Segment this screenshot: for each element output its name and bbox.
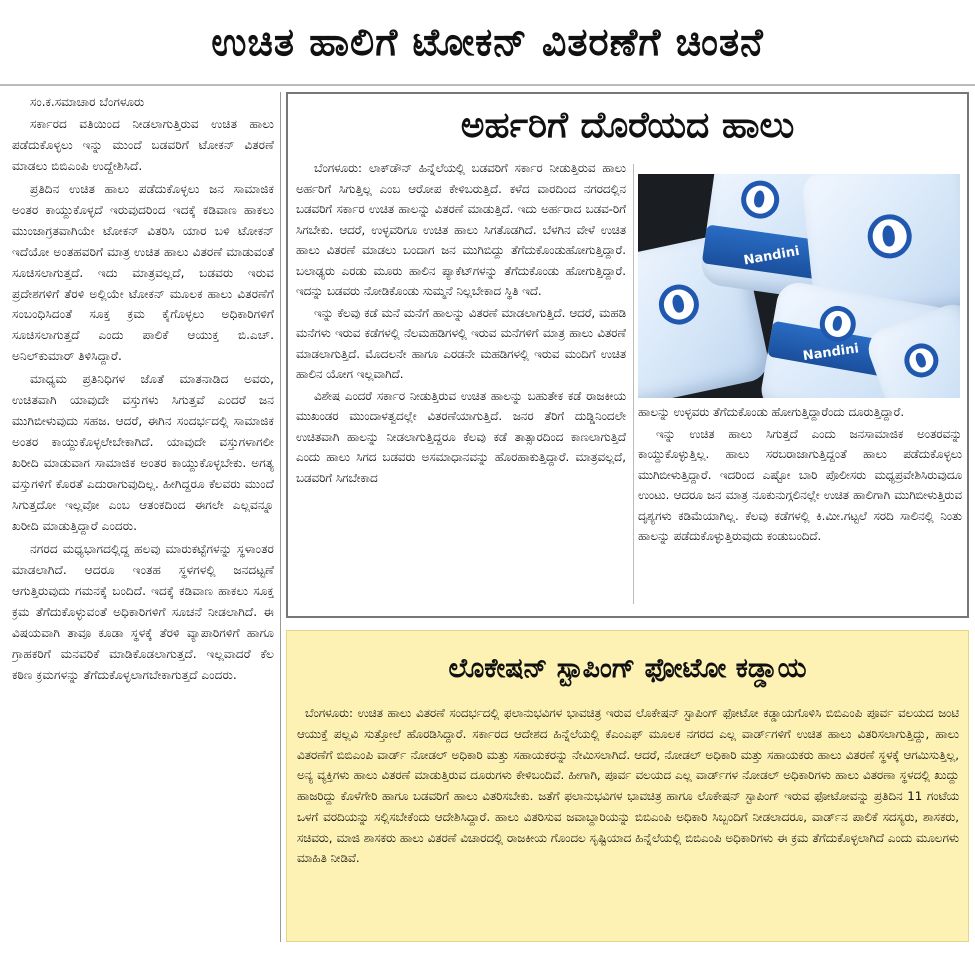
column-divider bbox=[280, 92, 281, 942]
article-paragraph: ಮಾಧ್ಯಮ ಪ್ರತಿನಿಧಿಗಳ ಜೊತೆ ಮಾತನಾಡಿದ ಅವರು, ಉಚಿತವಾಗಿ ಯಾವುದೇ ವಸ್ತುಗಳು ಸಿಗುತ್ತವೆ ಎಂದರೆ ಜನ ಮುಗಿಬೀಳುವುದು ಸಹಜ. ಆದರೆ, ಈಗಿನ ಸಂದರ್ಭದಲ್ಲಿ ಸಾಮಾಜಿಕ ಅಂತರ ಕಾಯ್ದುಕೊಳ್ಳಲೇಬೇಕಾಗಿದೆ. ಯಾವುದೇ ವಸ್ತುಗಳಾಗಲೀ ಖರೀದಿ ಮಾಡುವಾಗ ಸಾಮಾಜಿಕ ಅಂತರ ಕಾಯ್ದುಕೊಳ್ಳಬೇಕು. ಅಗತ್ಯ ವಸ್ತುಗಳಿಗೆ ಕೊರತೆ ಎದುರಾಗುವುದಿಲ್ಲ. ಹೀಗಿದ್ದರೂ ಕೆಲವರು ಮುಂದೆ ಸಿಗುತ್ತದೋ ಇಲ್ಲವೋ ಎಂಬ ಆತಂಕದಿಂದ ಈಗಲೇ ಎಲ್ಲವನ್ನೂ ಖರೀದಿ ಮಾಡುತ್ತಿದ್ದಾರೆ ಎಂದರು. bbox=[12, 372, 274, 534]
main-story-title: ಅರ್ಹರಿಗೆ ದೊರೆಯದ ಹಾಲು bbox=[460, 105, 795, 146]
article-paragraph: ನಗರದ ಮಧ್ಯಭಾಗದಲ್ಲಿದ್ದ ಹಲವು ಮಾರುಕಟ್ಟೆಗಳನ್ನು ಸ್ಥಳಾಂತರ ಮಾಡಲಾಗಿದೆ. ಆದರೂ ಇಂತಹ ಸ್ಥಳಗಳಲ್ಲಿ ಜನದಟ್ಟಣೆ ಆಗುತ್ತಿರುವುದು ಗಮನಕ್ಕೆ ಬಂದಿದೆ. ಇದಕ್ಕೆ ಕಡಿವಾಣ ಹಾಕಲು ಸೂಕ್ತ ಕ್ರಮ ತೆಗೆದುಕೊಳ್ಳುವಂತೆ ಅಧಿಕಾರಿಗಳಿಗೆ ಸೂಚನೆ ನೀಡಲಾಗಿದೆ. ಈ ವಿಷಯವಾಗಿ ತಾವೂ ಕೂಡಾ ಸ್ಥಳಕ್ಕೆ ತೆರಳಿ ವ್ಯಾಪಾರಿಗಳಿಗೆ ಹಾಗೂ ಗ್ರಾಹಕರಿಗೆ ಮನವರಿಕೆ ಮಾಡಿಕೊಡಲಾಗುತ್ತದೆ. ಇಲ್ಲವಾದರೆ ಕೆಲ ಕಠಿಣ ಕ್ರಮಗಳನ್ನು ತೆಗೆದುಕೊಳ್ಳಲಾಗಬೇಕಾಗುತ್ತದೆ ಎಂದರು. bbox=[12, 542, 274, 683]
sidebar-story-box bbox=[286, 630, 969, 942]
article-paragraph: ಬೆಂಗಳೂರು: ಲಾಕ್‌ಡೌನ್ ಹಿನ್ನೆಲೆಯಲ್ಲಿ ಬಡವರಿಗೆ ಸರ್ಕಾರ ನೀಡುತ್ತಿರುವ ಹಾಲು ಅರ್ಹರಿಗೆ ಸಿಗುತ್ತಿಲ್ಲ ಎಂಬ ಆರೋಪ ಕೇಳಿಬರುತ್ತಿದೆ. ಕಳೆದ ವಾರದಿಂದ ನಗರದಲ್ಲಿನ ಬಡವರಿಗೆ ಸರ್ಕಾರ ಉಚಿತ ಹಾಲನ್ನು ವಿತರಣೆ ಮಾಡುತ್ತಿದೆ. ಇದು ಅರ್ಹರಾದ ಬಡವ-ರಿಗೆ ಸಿಗಬೇಕು. ಆದರೆ, ಉಳ್ಳವರಿಗೂ ಉಚಿತ ಹಾಲು ಸಿಗತೊಡಗಿದೆ. ಬೆಳಗಿನ ವೇಳೆ ಉಚಿತ ಹಾಲು ವಿತರಣೆ ಮಾಡಲು ಬಂದಾಗ ಜನ ಮುಗಿಬಿದ್ದು ತೆಗೆದುಕೊಂಡುಹೋಗುತ್ತಿದ್ದಾರೆ. ಬಲಾಢ್ಯರು ಎರಡು ಮೂರು ಹಾಲಿನ ಪ್ಯಾಕೆಟ್‌ಗಳನ್ನು ತೆಗೆದುಕೊಂಡು ಹೋಗುತ್ತಿದ್ದಾರೆ. ಇದನ್ನು ಬಡವರು ನೋಡಿಕೊಂಡು ಸುಮ್ಮನೆ ನಿಲ್ಲಬೇಕಾದ ಸ್ಥಿತಿ ಇದೆ. bbox=[296, 161, 626, 299]
dateline: ಸಂ.ಕ.ಸಮಾಚಾರ ಬೆಂಗಳೂರು bbox=[30, 95, 145, 109]
packet-brand-label: Nandini bbox=[801, 341, 860, 365]
article-paragraph: ವಿಶೇಷ ಎಂದರೆ ಸರ್ಕಾರ ನೀಡುತ್ತಿರುವ ಉಚಿತ ಹಾಲನ್ನು ಬಹುತೇಕ ಕಡೆ ರಾಜಕೀಯ ಮುಖಂಡರ ಮುಂದಾಳತ್ವದಲ್ಲೇ ವಿತರಣೆಯಾಗುತ್ತಿದೆ. ಜನರ ತೆರಿಗೆ ದುಡ್ಡಿನಿಂದಲೇ ಉಚಿತವಾಗಿ ಹಾಲನ್ನು ನೀಡಲಾಗುತ್ತಿದ್ದರೂ ಕೆಲವು ಕಡೆ ತಾತ್ಸಾರದಿಂದ ಕಾಣಲಾಗುತ್ತಿದೆ ಎಂದು ಹಾಲು ಸಿಗದ ಬಡವರು ಅಸಮಾಧಾನವನ್ನು ಹೊರಹಾಕುತ್ತಿದ್ದಾರೆ. ಮಾತ್ರವಲ್ಲದೆ, ಬಡವರಿಗೆ ಸಿಗಬೇಕಾದ bbox=[296, 388, 626, 485]
packet-logo-icon bbox=[900, 339, 944, 383]
page-headline: ಉಚಿತ ಹಾಲಿಗೆ ಟೋಕನ್ ವಿತರಣೆಗೆ ಚಿಂತನೆ bbox=[0, 0, 975, 86]
packet-logo-icon bbox=[739, 178, 782, 221]
article-paragraph: ಹಾಲನ್ನು ಉಳ್ಳವರು ತೆಗೆದುಕೊಂಡು ಹೋಗುತ್ತಿದ್ದಾರೆಂದು ದೂರುತ್ತಿದ್ದಾರೆ. bbox=[638, 405, 905, 419]
article-paragraph: ಸರ್ಕಾರದ ವತಿಯಿಂದ ನೀಡಲಾಗುತ್ತಿರುವ ಉಚಿತ ಹಾಲು ಪಡೆದುಕೊಳ್ಳಲು ಇನ್ನು ಮುಂದೆ ಬಡವರಿಗೆ ಟೋಕನ್ ವಿತರಣೆ ಮಾಡಲು ಬಿಬಿಎಂಪಿ ಉದ್ದೇಶಿಸಿದೆ. bbox=[12, 116, 274, 173]
main-story-column-2 bbox=[638, 402, 962, 612]
packet-logo-icon bbox=[655, 281, 702, 328]
article-paragraph: ಪ್ರತಿದಿನ ಉಚಿತ ಹಾಲು ಪಡೆದುಕೊಳ್ಳಲು ಜನ ಸಾಮಾಜಿಕ ಅಂತರ ಕಾಯ್ದುಕೊಳ್ಳದೆ ಇರುವುದರಿಂದ ಇದಕ್ಕೆ ಕಡಿವಾಣ ಹಾಕಲು ಮುಂಜಾಗ್ರತವಾಗಿಯೇ ಟೋಕನ್ ವಿತರಿಸಿ ಯಾರ ಬಳಿ ಟೋಕನ್ ಇದೆಯೋ ಅಂತಹವರಿಗೆ ಮಾತ್ರ ಉಚಿತ ಹಾಲು ವಿತರಣೆ ಮಾಡುವಂತೆ ಸೂಚಿಸಲಾಗುತ್ತದೆ. ಇದು ಮಾತ್ರವಲ್ಲದೆ, ಬಡವರು ಇರುವ ಪ್ರದೇಶಗಳಿಗೆ ತೆರಳಿ ಅಲ್ಲಿಯೇ ಟೋಕನ್ ಮೂಲಕ ಹಾಲು ವಿತರಣೆಗೆ ಸಂಬಂಧಿಸಿದಂತೆ ಸೂಕ್ತ ಕ್ರಮ ಕೈಗೊಳ್ಳಲು ಅಧಿಕಾರಿಗಳಿಗೆ ಸೂಚಿಸಲಾಗುತ್ತದೆ ಎಂದು ಪಾಲಿಕೆ ಆಯುಕ್ತ ಬಿ.ಎಚ್. ಅನಿಲ್‌ಕುಮಾರ್ ತಿಳಿಸಿದ್ದಾರೆ. bbox=[12, 181, 274, 364]
main-story-column-1 bbox=[296, 158, 626, 608]
packet-brand-label: Nandini bbox=[742, 243, 801, 269]
milk-packets-photo bbox=[638, 174, 960, 398]
article-paragraph: ಇನ್ನು ಉಚಿತ ಹಾಲು ಸಿಗುತ್ತದೆ ಎಂದು ಜನಸಾಮಾಜಿಕ ಅಂತರವನ್ನು ಕಾಯ್ದುಕೊಳ್ಳುತ್ತಿಲ್ಲ. ಹಾಲು ಸರಬರಾಜಾಗುತ್ತಿದ್ದಂತೆ ಹಾಲು ಪಡೆದುಕೊಳ್ಳಲು ಮುಗಿಬೀಳುತ್ತಿದ್ದಾರೆ. ಇದರಿಂದ ಎಷ್ಟೋ ಬಾರಿ ಪೊಲೀಸರು ಮಧ್ಯಪ್ರವೇಶಿಸಿರುವುದೂ ಉಂಟು. ಆದರೂ ಜನ ಮಾತ್ರ ನೂಕುನುಗ್ಗಲಿನಲ್ಲೇ ಉಚಿತ ಹಾಲಿಗಾಗಿ ಮುಗಿಬೀಳುತ್ತಿರುವ ದೃಶ್ಯಗಳು ಕಡಿಮೆಯಾಗಿಲ್ಲ. ಕೆಲವು ಕಡೆಗಳಲ್ಲಿ ಕಿ.ಮೀ.ಗಟ್ಟಲೆ ಸರದಿ ಸಾಲಿನಲ್ಲಿ ನಿಂತು ಹಾಲನ್ನು ಪಡೆದುಕೊಳ್ಳುತ್ತಿರುವುದು ಕಂಡುಬಂದಿದೆ. bbox=[638, 426, 962, 544]
sidebar-story-title: ಲೊಕೇಷನ್ ಸ್ಟಾಪಿಂಗ್ ಫೋಟೋ ಕಡ್ಡಾಯ bbox=[448, 653, 807, 684]
main-story-box bbox=[286, 92, 969, 618]
column-divider bbox=[633, 164, 634, 604]
article-paragraph: ಇನ್ನು ಕೆಲವು ಕಡೆ ಮನೆ ಮನೆಗೆ ಹಾಲನ್ನು ವಿತರಣೆ ಮಾಡಲಾಗುತ್ತಿದೆ. ಆದರೆ, ಮಹಡಿ ಮನೆಗಳು ಇರುವ ಕಡೆಗಳಲ್ಲಿ ನೆಲಮಹಡಿಗಳಲ್ಲಿ ಇರುವ ಮನೆಗಳಿಗೆ ಮಾತ್ರ ಹಾಲು ವಿತರಣೆ ಮಾಡಲಾಗುತ್ತಿದೆ. ಮೊದಲನೇ ಹಾಗೂ ಎರಡನೇ ಮಹಡಿಗಳಲ್ಲಿ ಇರುವ ಮಂದಿಗೆ ಉಚಿತ ಹಾಲಿನ ಯೋಗ ಇಲ್ಲವಾಗಿದೆ. bbox=[296, 305, 626, 382]
sidebar-story-body bbox=[297, 703, 959, 935]
article-paragraph: ಬೆಂಗಳೂರು: ಉಚಿತ ಹಾಲು ವಿತರಣೆ ಸಂದರ್ಭದಲ್ಲಿ ಫಲಾನುಭವಿಗಳ ಭಾವಚಿತ್ರ ಇರುವ ಲೊಕೇಷನ್ ಸ್ಟಾಪಿಂಗ್ ಫೋಟೋ ಕಡ್ಡಾಯಗೊಳಿಸಿ ಬಿಬಿಎಂಪಿ ಪೂರ್ವ ವಲಯದ ಜಂಟಿ ಆಯುಕ್ತೆ ಪಲ್ಲವಿ ಸುತ್ತೋಲೆ ಹೊರಡಿಸಿದ್ದಾರೆ. ಸರ್ಕಾರದ ಆದೇಶದ ಹಿನ್ನೆಲೆಯಲ್ಲಿ ಕೆಎಂಎಫ್ ಮೂಲಕ ನಗರದ ಎಲ್ಲ ವಾರ್ಡ್‌ಗಳಿಗೆ ಉಚಿತ ಹಾಲು ವಿತರಿಸಲಾಗುತ್ತಿದ್ದು, ಹಾಲು ವಿತರಣೆಗೆ ಬಿಬಿಎಂಪಿ ವಾರ್ಡ್ ನೋಡಲ್ ಅಧಿಕಾರಿ ಮತ್ತು ಸಹಾಯಕರನ್ನು ನೇಮಿಸಲಾಗಿದೆ. ಆದರೆ, ನೋಡಲ್ ಅಧಿಕಾರಿ ಮತ್ತು ಸಹಾಯಕರು ಹಾಲು ವಿತರಣೆ ಸ್ಥಳಕ್ಕೆ ಆಗಮಿಸುತ್ತಿಲ್ಲ, ಅನ್ಯ ವ್ಯಕ್ತಿಗಳು ಹಾಲು ವಿತರಣೆ ಮಾಡುತ್ತಿರುವ ದೂರುಗಳು ಕೇಳಿಬಂದಿವೆ. ಹೀಗಾಗಿ, ಪೂರ್ವ ವಲಯದ ಎಲ್ಲ ವಾರ್ಡ್‌ಗಳ ನೋಡಲ್ ಅಧಿಕಾರಿಗಳು ಹಾಲು ವಿತರಣಾ ಸ್ಥಳದಲ್ಲಿ ಖುದ್ದು ಹಾಜರಿದ್ದು ಕೊಳೆಗೇರಿ ಹಾಗೂ ಬಡವರಿಗೆ ಹಾಲು ವಿತರಿಸಬೇಕು. ಜತೆಗೆ ಫಲಾನುಭವಿಗಳ ಭಾವಚಿತ್ರ ಹಾಗೂ ಲೊಕೇಷನ್ ಸ್ಟಾಪಿಂಗ್ ಇರುವ ಫೋಟೋವನ್ನು ಪ್ರತಿದಿನ 11 ಗಂಟೆಯ ಒಳಗೆ ವರದಿಯನ್ನು ಸಲ್ಲಿಸಬೇಕೆಂದು ಆದೇಶಿಸಿದ್ದಾರೆ. ಹಾಲು ವಿತರಿಸುವ ಜವಾಬ್ದಾರಿಯನ್ನು ಬಿಬಿಎಂಪಿ ಅಧಿಕಾರಿ ಸಿಬ್ಬಂದಿಗೆ ನೀಡಲಾದರೂ, ವಾರ್ಡ್‌ನ ಪಾಲಿಕೆ ಸದಸ್ಯರು, ಶಾಸಕರು, ಸಚಿವರು, ಮಾಜಿ ಶಾಸಕರು ಹಾಲು ವಿತರಣೆ ವಿಚಾರದಲ್ಲಿ ರಾಜಕೀಯ ಗೊಂದಲ ಸೃಷ್ಟಿಯಾದ ಹಿನ್ನೆಲೆಯಲ್ಲಿ ಬಿಬಿಎಂಪಿ ಅಧಿಕಾರಿಗಳು ಈ ಕ್ರಮ ತೆಗೆದುಕೊಳ್ಳಲಾಗಿದೆ ಎಂದು ಮೂಲಗಳು ಮಾಹಿತಿ ನೀಡಿವೆ. bbox=[297, 706, 959, 866]
packet-logo-icon bbox=[866, 212, 914, 260]
left-column-article bbox=[12, 92, 274, 944]
